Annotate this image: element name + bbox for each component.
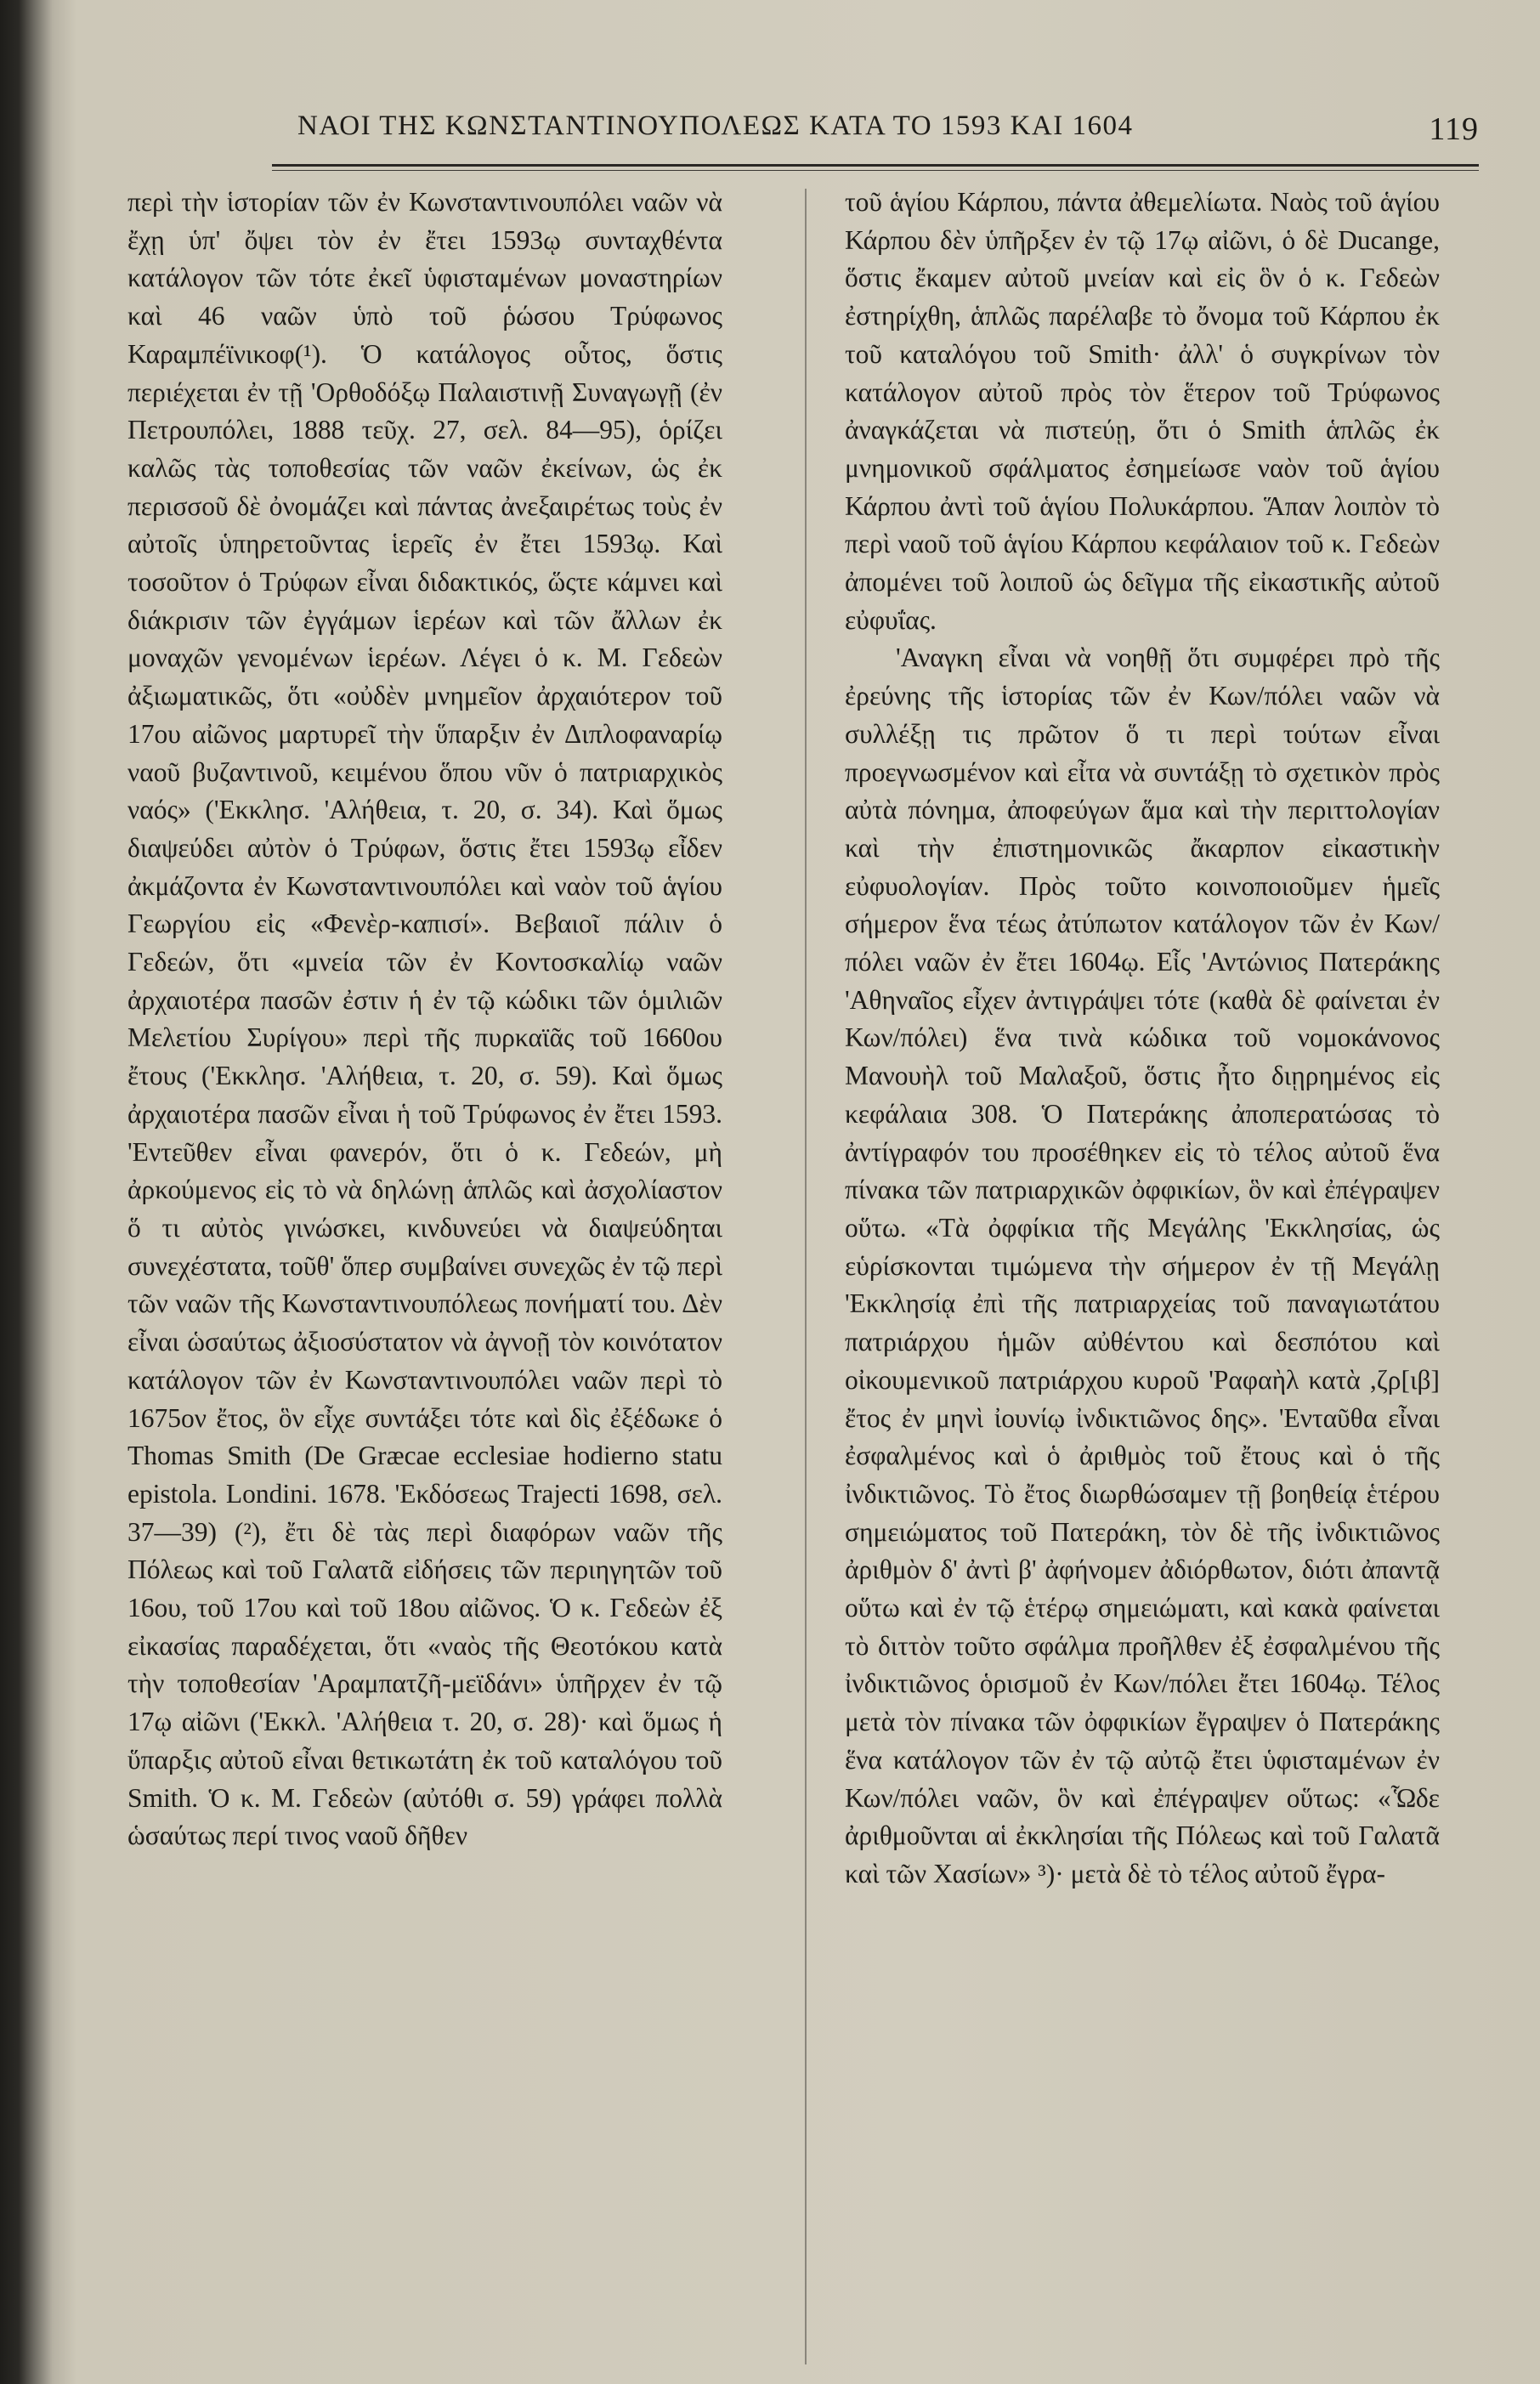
right-column bbox=[845, 184, 1440, 1894]
column-divider bbox=[805, 189, 807, 2364]
running-title: ΝΑΟΙ ΤΗΣ ΚΩΝΣΤΑΝΤΙΝΟΥΠΟΛΕΩΣ ΚΑΤΑ ΤΟ 1593 ΚΑΙ 1604 bbox=[297, 110, 1134, 141]
right-paragraph-2: 'Αναγκη εἶναι νὰ νοηθῇ ὅτι συμφέρει πρὸ τῆς ἐρεύνης τῆς ἱστορίας τῶν ἐν Κων/πόλει ναῶν νὰ συλλέξῃ τις πρῶτον ὅ τι περὶ τούτων εἶναι προεγνωσμένον καὶ εἶτα νὰ συντάξῃ τὸ σχετικὸν πρὸς αὐτὰ πόνημα, ἀποφεύγων ἅμα καὶ τὴν περιττολογίαν καὶ τὴν ἐπιστημονικῶς ἄκαρπον εἰκαστικὴν εὐφυολογίαν. Πρὸς τοῦτο κοινοποιοῦμεν ἡμεῖς σήμερον ἕνα τέως ἀτύπωτον κατάλογον τῶν ἐν Κων/πόλει ναῶν ἐν ἔτει 1604ῳ. Εἷς 'Αντώνιος Πατεράκης 'Αθηναῖος εἶχεν ἀντιγράψει τότε (καθὰ δὲ φαίνεται ἐν Κων/πόλει) ἕνα τινὰ κώδικα τοῦ νομοκάνονος Μανουὴλ τοῦ Μαλαξοῦ, ὅστις ἦτο διῃρημένος εἰς κεφάλαια 308. Ὁ Πατεράκης ἀποπερατώσας τὸ ἀντίγραφόν του προσέθηκεν εἰς τὸ τέλος αὐτοῦ ἕνα πίνακα τῶν πατριαρχικῶν ὀφφικίων, ὃν καὶ ἐπέγραψεν οὕτω. «Τὰ ὀφφίκια τῆς Μεγάλης 'Εκκλησίας, ὡς εὑρίσκονται τιμώμενα τὴν σήμερον ἐν τῇ Μεγάλῃ 'Εκκλησίᾳ ἐπὶ τῆς πατριαρχείας τοῦ παναγιωτάτου πατριάρχου ἡμῶν αὐθέντου καὶ δεσπότου καὶ οἰκουμενικοῦ πατριάρχου κυροῦ 'Ραφαὴλ κατὰ ,ζρ[ιβ] ἔτος ἐν μηνὶ ἰουνίῳ ἰνδικτιῶνος δης». 'Ενταῦθα εἶναι ἐσφαλμένος καὶ ὁ ἀριθμὸς τοῦ ἔτους καὶ ὁ τῆς ἰνδικτιῶνος. Τὸ ἔτος διωρθώσαμεν τῇ βοηθείᾳ ἑτέρου σημειώματος τοῦ Πατεράκη, τὸν δὲ τῆς ἰνδικτιῶνος ἀριθμὸν δ' ἀντὶ β' ἀφήνομεν ἀδιόρθωτον, διότι ἀπαντᾷ οὕτω καὶ ἐν τῷ ἑτέρῳ σημειώματι, καὶ κακὰ φαίνεται τὸ διττὸν τοῦτο σφάλμα προῆλθεν ἐξ ἐσφαλμένου τῆς ἰνδικτιῶνος ὁρισμοῦ ἐν Κων/πόλει ἔτει 1604ῳ. Τέλος μετὰ τὸν πίνακα τῶν ὀφφικίων ἔγραψεν ὁ Πατεράκης ἕνα κατάλογον τῶν ἐν τῷ αὐτῷ ἔτει ὑφισταμένων ἐν Κων/πόλει ναῶν, ὃν καὶ ἐπέγραψεν οὕτως: «Ὧδε ἀριθμοῦνται αἱ ἐκκλησίαι τῆς Πόλεως καὶ τοῦ Γαλατᾶ καὶ τῶν Χασίων» ³)· μετὰ δὲ τὸ τέλος αὐτοῦ ἔγρα- bbox=[845, 643, 1440, 1889]
page-header bbox=[272, 110, 1479, 161]
page-number: 119 bbox=[1429, 111, 1479, 147]
header-rule bbox=[272, 164, 1479, 167]
left-column bbox=[127, 184, 722, 1855]
right-paragraph-1: τοῦ ἁγίου Κάρπου, πάντα ἀθεμελίωτα. Ναὸς τοῦ ἁγίου Κάρπου δὲν ὑπῆρξεν ἐν τῷ 17ῳ αἰῶνι, ὁ δὲ Ducange, ὅστις ἔκαμεν αὐτοῦ μνείαν καὶ εἰς ὃν ὁ κ. Γεδεὼν ἐστηρίχθη, ἁπλῶς παρέλαβε τὸ ὄνομα τοῦ Κάρπου ἐκ τοῦ καταλόγου τοῦ Smith· ἀλλ' ὁ συγκρίνων τὸν κατάλογον αὐτοῦ πρὸς τὸν ἕτερον τοῦ Τρύφωνος ἀναγκάζεται νὰ πιστεύῃ, ὅτι ὁ Smith ἁπλῶς ἐκ μνημονικοῦ σφάλματος ἐσημείωσε ναὸν τοῦ ἁγίου Κάρπου ἀντὶ τοῦ ἁγίου Πολυκάρπου. Ἅπαν λοιπὸν τὸ περὶ ναοῦ τοῦ ἁγίου Κάρπου κεφάλαιον τοῦ κ. Γεδεὼν ἀπομένει τοῦ λοιποῦ ὡς δεῖγμα τῆς εἰκαστικῆς αὐτοῦ εὐφυΐας. bbox=[845, 187, 1440, 635]
header-rule-thin bbox=[272, 170, 1479, 171]
left-paragraph-1: περὶ τὴν ἱστορίαν τῶν ἐν Κωνσταντινουπόλει ναῶν νὰ ἔχῃ ὑπ' ὄψει τὸν ἐν ἔτει 1593ῳ συνταχθέντα κατάλογον τῶν τότε ἐκεῖ ὑφισταμένων μοναστηρίων καὶ 46 ναῶν ὑπὸ τοῦ ῥώσου Τρύφωνος Καραμπέϊνικοφ(¹). Ὁ κατάλογος οὗτος, ὅστις περιέχεται ἐν τῇ 'Ορθοδόξῳ Παλαιστινῇ Συναγωγῇ (ἐν Πετρουπόλει, 1888 τεῦχ. 27, σελ. 84—95), ὁρίζει καλῶς τὰς τοποθεσίας τῶν ναῶν ἐκείνων, ὡς ἐκ περισσοῦ δὲ ὀνομάζει καὶ πάντας ἀνεξαιρέτως τοὺς ἐν αὐτοῖς ὑπηρετοῦντας ἱερεῖς ἐν ἔτει 1593ῳ. Καὶ τοσοῦτον ὁ Τρύφων εἶναι διδακτικός, ὥςτε κάμνει καὶ διάκρισιν τῶν ἐγγάμων ἱερέων καὶ τῶν ἄλλων ἐκ μοναχῶν γενομένων ἱερέων. Λέγει ὁ κ. Μ. Γεδεὼν ἀξιωματικῶς, ὅτι «οὐδὲν μνημεῖον ἀρχαιότερον τοῦ 17ου αἰῶνος μαρτυρεῖ τὴν ὕπαρξιν ἐν Διπλοφαναρίῳ ναοῦ βυζαντινοῦ, κειμένου ὅπου νῦν ὁ πατριαρχικὸς ναός» ('Εκκλησ. 'Αλήθεια, τ. 20, σ. 34). Καὶ ὅμως διαψεύδει αὐτὸν ὁ Τρύφων, ὅστις ἔτει 1593ῳ εἶδεν ἀκμάζοντα ἐν Κωνσταντινουπόλει καὶ ναὸν τοῦ ἁγίου Γεωργίου εἰς «Φενὲρ-καπισί». Βεβαιοῖ πάλιν ὁ Γεδεών, ὅτι «μνεία τῶν ἐν Κοντοσκαλίῳ ναῶν ἀρχαιοτέρα πασῶν ἐστιν ἡ ἐν τῷ κώδικι τῶν ὁμιλιῶν Μελετίου Συρίγου» περὶ τῆς πυρκαϊᾶς τοῦ 1660ου ἔτους ('Εκκλησ. 'Αλήθεια, τ. 20, σ. 59). Καὶ ὅμως ἀρχαιοτέρα πασῶν εἶναι ἡ τοῦ Τρύφωνος ἐν ἔτει 1593. 'Εντεῦθεν εἶναι φανερόν, ὅτι ὁ κ. Γεδεών, μὴ ἀρκούμενος εἰς τὸ νὰ δηλώνῃ ἁπλῶς καὶ ἀσχολίαστον ὅ τι αὐτὸς γινώσκει, κινδυνεύει νὰ διαψεύδηται συνεχέστατα, τοῦθ' ὅπερ συμβαίνει συνεχῶς ἐν τῷ περὶ τῶν ναῶν τῆς Κωνσταντινουπόλεως πονήματί του. Δὲν εἶναι ὡσαύτως ἀξιοσύστατον νὰ ἀγνοῇ τὸν κοινότατον κατάλογον τῶν ἐν Κωνσταντινουπόλει ναῶν περὶ τὸ 1675ον ἔτος, ὃν εἶχε συντάξει τότε καὶ δὶς ἐξέδωκε ὁ Thomas Smith (De Græcae ecclesiae hodierno statu epistola. Londini. 1678. 'Εκδόσεως Trajecti 1698, σελ. 37—39) (²), ἔτι δὲ τὰς περὶ διαφόρων ναῶν τῆς Πόλεως καὶ τοῦ Γαλατᾶ εἰδήσεις τῶν περιηγητῶν τοῦ 16ου, τοῦ 17ου καὶ τοῦ 18ου αἰῶνος. Ὁ κ. Γεδεὼν ἐξ εἰκασίας παραδέχεται, ὅτι «ναὸς τῆς Θεοτόκου κατὰ τὴν τοποθεσίαν 'Αραμπατζῆ-μεϊδάνι» ὑπῆρχεν ἐν τῷ 17ῳ αἰῶνι ('Εκκλ. 'Αλήθεια τ. 20, σ. 28)· καὶ ὅμως ἡ ὕπαρξις αὐτοῦ εἶναι θετικωτάτη ἐκ τοῦ καταλόγου τοῦ Smith. Ὁ κ. Μ. Γεδεὼν (αὐτόθι σ. 59) γράφει πολλὰ ὡσαύτως περί τινος ναοῦ δῆθεν bbox=[127, 187, 722, 1851]
